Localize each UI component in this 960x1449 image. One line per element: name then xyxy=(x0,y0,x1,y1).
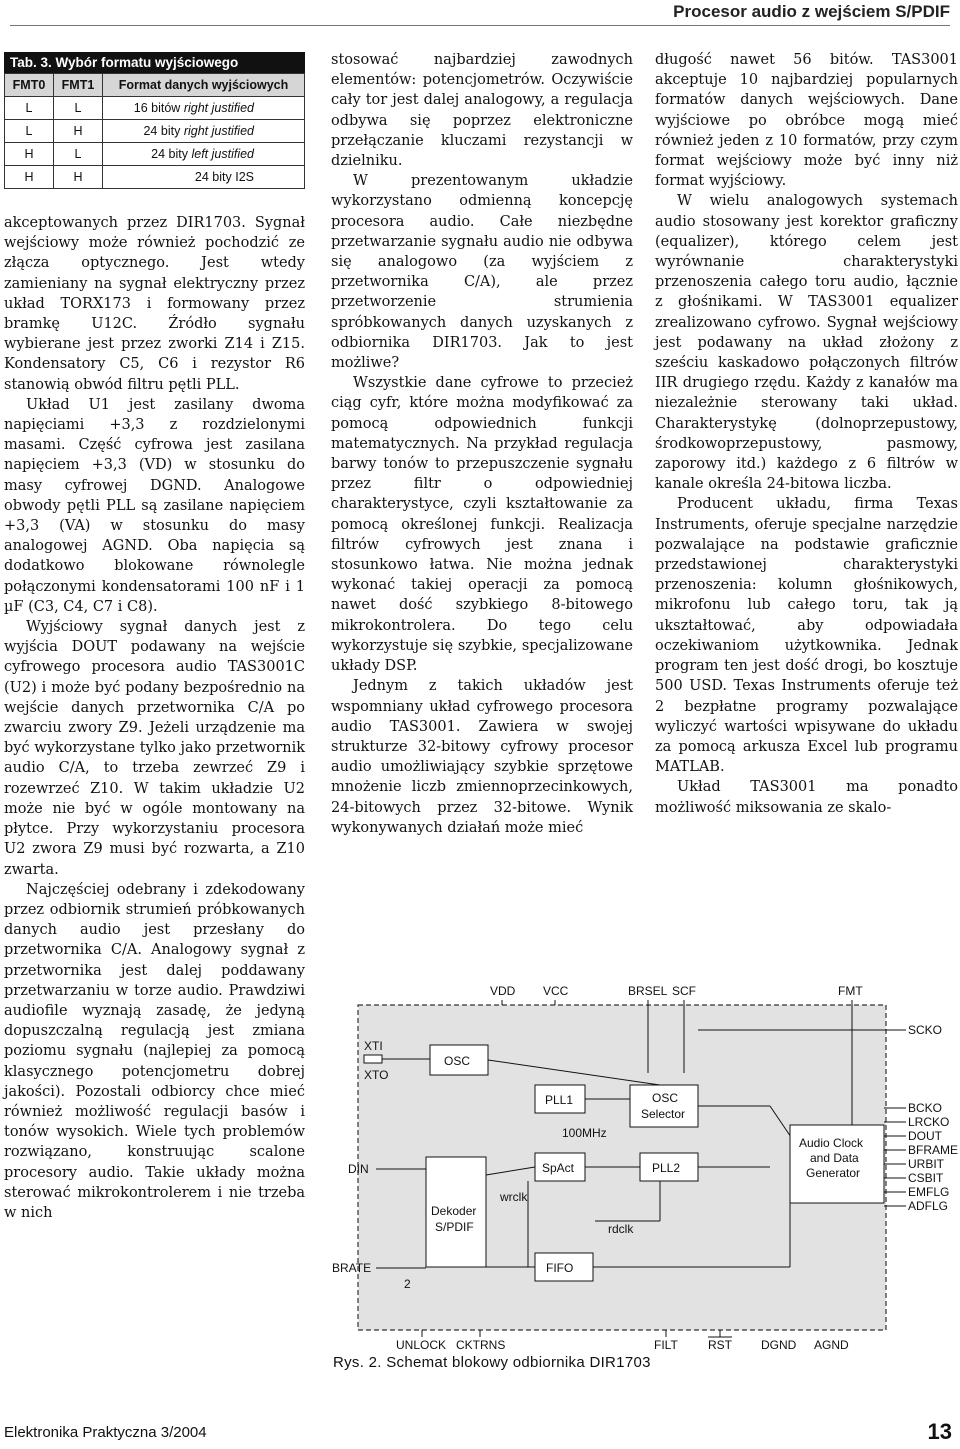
format-justify: I2S xyxy=(235,170,254,184)
acg-label-2: and Data xyxy=(810,1151,859,1165)
pin-dout: DOUT xyxy=(908,1129,942,1143)
pin-bcko: BCKO xyxy=(908,1101,943,1115)
format-table-grid xyxy=(4,73,305,189)
pin-adflg: ADFLG xyxy=(908,1199,949,1213)
pin-vcc: VCC xyxy=(543,984,569,998)
signal-2: 2 xyxy=(404,1277,411,1291)
pin-unlock: UNLOCK xyxy=(396,1338,447,1352)
paragraph: Układ U1 jest zasilany dwoma napięciami +3,3 z rozdzielonymi masami. Część cyfrowa jest zasilana napięciem +3,3 (VD) w stosunku do masy cyfrowej DGND. Analogowe obwody pętli PLL są zasilane napięciem +3,3 (VA) w stosunku do masy analogowej AGND. Oba napięcia są dodatkowo blokowane równolegle połączonymi kondensatorami 100 nF i 1 µF (C3, C4, C7 i C8). xyxy=(4,396,305,615)
table-header-row xyxy=(5,74,305,97)
signal-rdclk: rdclk xyxy=(608,1222,634,1236)
pin-brate: BRATE xyxy=(332,1261,372,1275)
text-column-1 xyxy=(4,213,305,1223)
table-header-cell: Format danych wyjściowych xyxy=(103,74,305,97)
pin-rst: RST xyxy=(708,1338,732,1352)
format-bits: 16 bitów xyxy=(133,101,181,115)
pin-vdd: VDD xyxy=(490,984,516,998)
pin-agnd: AGND xyxy=(814,1338,849,1352)
crystal-icon xyxy=(364,1055,382,1063)
osc-selector-label-1: OSC xyxy=(652,1091,679,1105)
signal-wrclk: wrclk xyxy=(500,1190,528,1204)
format-justify: left justified xyxy=(191,147,254,161)
decoder-label-2: S/PDIF xyxy=(435,1220,474,1234)
table-row xyxy=(5,143,305,166)
table-cell: H xyxy=(54,166,103,189)
pin-xti: XTI xyxy=(364,1039,383,1053)
table-cell: L xyxy=(5,120,54,143)
osc-label: OSC xyxy=(444,1054,471,1068)
pll1-label: PLL1 xyxy=(545,1093,574,1107)
fifo-label: FIFO xyxy=(546,1261,574,1275)
paragraph: W prezentowanym układzie wykorzystano odmienną koncepcję procesora audio. Całe niezbędne przetwarzanie sygnału audio nie odbywa się analogowo (za wyjściem z przetwornika C/A), ale przez przetworzenie strumienia spróbkowanych danych uzyskanych z odbiornika DIR1703. Jak to jest możliwe? xyxy=(331,173,633,372)
format-bits: 24 bity xyxy=(143,124,181,138)
format-table xyxy=(4,52,305,189)
table-cell xyxy=(103,120,305,143)
format-bits: 24 bity xyxy=(151,147,188,161)
table-row xyxy=(5,166,305,189)
paragraph: stosować najbardziej zawodnych elementów: potencjometrów. Oczywiście cały tor jest dalej analogowy, a regulacja odbywa się poprzez elektroniczne przełączanie kluczami rezystancji w dzielniku. xyxy=(331,52,633,170)
figure-caption: Rys. 2. Schemat blokowy odbiornika DIR1703 xyxy=(333,1354,651,1371)
paragraph: Jednym z takich układów jest wspomniany układ cyfrowego procesora audio TAS3001. Zawiera w swojej strukturze 32-bitowy cyfrowy procesor audio umożliwiający szybkie sprzętowe mnożenie liczb zmiennoprzecinkowych, 24-bitowych przez 32-bitowe. Wynik wykonywanych działań może mieć xyxy=(331,678,633,836)
pin-brsel: BRSEL xyxy=(628,984,668,998)
table-row xyxy=(5,97,305,120)
footer-magazine: Elektronika Praktyczna 3/2004 xyxy=(4,1424,207,1441)
table-cell xyxy=(103,97,305,120)
pin-din: DIN xyxy=(348,1162,369,1176)
paragraph: Najczęściej odebrany i zdekodowany przez odbiornik strumień próbkowanych danych audio jest przesłany do przetwornika C/A. Analogowy sygnał z przetwornika jest dalej poddawany przetwarzaniu w torze audio. Prawdziwi audiofile wyznają zasadę, że jedyną dopuszczalną regulacją jest zmiana poziomu sygnału (najlepiej za pomocą klasycznego potencjometru dobrej jakości). Pozostali odbiorcy chce mieć również możliwość regulacji basów i tonów wysokich. Wiele tych problemów rozwiązano, konstruując scalone procesory audio. Takie układy można sterować mikrokontrolerem i nie trzeba w nich xyxy=(4,881,305,1221)
table-cell xyxy=(103,143,305,166)
running-title: Procesor audio z wejściem S/PDIF xyxy=(673,2,950,21)
pin-dgnd: DGND xyxy=(761,1338,797,1352)
acg-label-1: Audio Clock xyxy=(799,1136,864,1150)
table-cell: H xyxy=(5,166,54,189)
block-diagram xyxy=(330,975,960,1355)
block-diagram-svg xyxy=(330,975,960,1355)
pin-fmt: FMT xyxy=(838,984,863,998)
osc-selector-label-2: Selector xyxy=(641,1107,686,1121)
page-number: 13 xyxy=(927,1419,952,1444)
format-justify: right justified xyxy=(183,101,254,115)
paragraph: Producent układu, firma Texas Instruments, oferuje specjalne narzędzie pozwalające na podstawie graficznie przedstawionej charakterystyki przenoszenia: kolumn głośnikowych, mikrofonu lub całego toru, tak ją ukształtować, aby odpowiadała oczekiwaniom użytkownika. Jednak program ten jest dość drogi, bo kosztuje 500 USD. Texas Instruments oferuje też 2 bezpłatne programy pozwalające wyliczyć wartości wpisywane do układu za pomocą arkusza Excel lub programu MATLAB. xyxy=(655,496,958,776)
decoder-label-1: Dekoder xyxy=(431,1204,477,1218)
pin-filt: FILT xyxy=(654,1338,678,1352)
paragraph: Wszystkie dane cyfrowe to przecież ciąg cyfr, które można modyfikować za pomocą odpowiednich funkcji matematycznych. Na przykład regulacja barwy tonów to przepuszczenie sygnału przez filtr o odpowiedniej charakterystyce, czyli kształtowanie za pomocą określonej funkcji. Realizacja filtrów cyfrowych jest znana i stosunkowo łatwa. Nie można jednak wykonać takiej operacji za pomocą nawet dość szybkiego 8-bitowego mikrokontrolera. Do tego celu wykorzystuje się szybkie, specjalizowane układy DSP. xyxy=(331,375,633,675)
table-cell: L xyxy=(54,143,103,166)
table-cell: H xyxy=(54,120,103,143)
text-column-2 xyxy=(331,50,633,838)
table-caption: Tab. 3. Wybór formatu wyjściowego xyxy=(4,52,305,73)
pin-scf: SCF xyxy=(672,984,696,998)
table-row xyxy=(5,120,305,143)
text-column-3 xyxy=(655,50,958,818)
table-header-cell: FMT0 xyxy=(5,74,54,97)
table-header-cell: FMT1 xyxy=(54,74,103,97)
pin-emflg: EMFLG xyxy=(908,1185,950,1199)
pin-cktrns: CKTRNS xyxy=(456,1338,506,1352)
pin-bframe: BFRAME xyxy=(908,1143,959,1157)
page-header xyxy=(0,0,960,26)
paragraph: akceptowanych przez DIR1703. Sygnał wejściowy może również pochodzić ze złącza optycznego. Jest wtedy zamieniany na sygnał elektryczny przez układ TORX173 i formowany przez bramkę U12C. Źródło sygnału wybierane jest przez zworki Z14 i Z15. Kondensatory C5, C6 i rezystor R6 stanowią obwód filtru pętli PLL. xyxy=(4,215,305,393)
pin-scko: SCKO xyxy=(908,1023,943,1037)
table-cell: H xyxy=(5,143,54,166)
paragraph: Wyjściowy sygnał danych jest z wyjścia DOUT podawany na wejście cyfrowego procesora audio TAS3001C (U2) i może być podany bezpośrednio na wejście danych przetwornika C/A po zwarciu zwory Z9. Jeżeli urządzenie ma być wykorzystane tylko jako przetwornik audio C/A, to trzeba zewrzeć Z9 i rozewrzeć Z10. W takim układzie U2 może nie być w ogóle montowany na płytce. Przy wykorzystaniu procesora U2 zwora Z9 musi być rozwarta, a Z10 zwarta. xyxy=(4,619,305,878)
format-justify: right justified xyxy=(183,124,254,138)
pin-urbit: URBIT xyxy=(908,1157,944,1171)
table-cell: L xyxy=(54,97,103,120)
header-rule xyxy=(10,25,950,26)
pin-xto: XTO xyxy=(364,1068,389,1082)
pin-csbit: CSBIT xyxy=(908,1171,944,1185)
table-cell: L xyxy=(5,97,54,120)
spact-label: SpAct xyxy=(542,1161,575,1175)
format-bits: 24 bity xyxy=(194,170,232,184)
pll2-label: PLL2 xyxy=(652,1161,681,1175)
signal-100mhz: 100MHz xyxy=(562,1126,607,1140)
pin-lrcko: LRCKO xyxy=(908,1115,950,1129)
paragraph: długość nawet 56 bitów. TAS3001 akceptuje 10 najbardziej popularnych formatów danych wejściowych. Dane wyjściowe po obróbce mogą mieć również jeden z 10 formatów, przy czym format wejściowy może być inny niż format wyjściowy. xyxy=(655,52,958,190)
acg-label-3: Generator xyxy=(806,1166,861,1180)
paragraph: W wielu analogowych systemach audio stosowany jest korektor graficzny (equalizer), którego celem jest wyrównanie charakterystyki przenoszenia całego toru audio, łącznie z głośnikami. W TAS3001 equalizer zrealizowano cyfrowo. Sygnał wejściowy jest podawany na układ złożony z sześciu kaskadowo połączonych filtrów IIR drugiego rzędu. Każdy z kanałów ma niezależnie sterowany taki układ. Charakterystykę (dolnoprzepustowy, środkowoprzepustowy, pasmowy, zaporowy itd.) każdego z 6 filtrów w kanale określa 24-bitowa liczba. xyxy=(655,193,958,493)
paragraph: Układ TAS3001 ma ponadto możliwość miksowania ze skalo- xyxy=(655,779,958,816)
table-cell xyxy=(103,166,305,189)
